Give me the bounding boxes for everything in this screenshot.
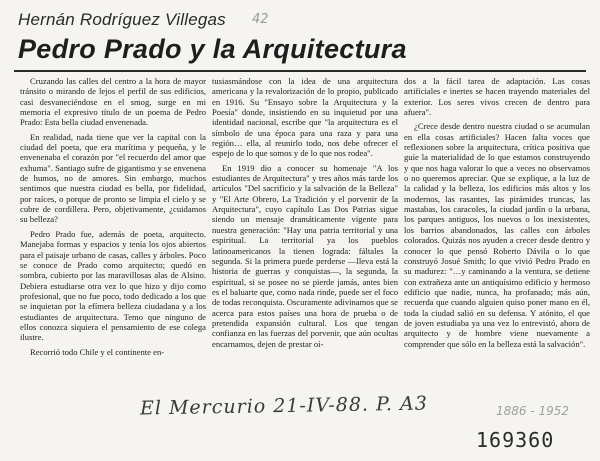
paragraph: Cruzando las calles del centro a la hora de mayor tránsito o mirando de lejos el perfil de sus edificios, casi desvaneciéndose en el smog, surge en mi memoria el expresivo título de un poema de Pedro Prado: Esta bella ciudad envenenada. <box>20 76 206 128</box>
article-column-3 <box>404 76 590 353</box>
paragraph: Pedro Prado fue, además de poeta, arquitecto. Manejaba formas y espacios y tenía los ojos abiertos para el paisaje urbano de casas, calles y árboles. Poco se conoce de Prado como arquitecto; quedó en sombra, cubierto por las maravillosas alas de Alsino. Debiera estudiarse otra vez lo que hizo y dijo como profesional, que no fue poco, todo dedicado a los que se inquietan por la efímera belleza ciudadana y a los estudiantes de arquitectura. Temo que ninguno de ellos conozca siquiera el pensamiento de ese colega ilustre. <box>20 228 206 343</box>
paragraph: dos a la fácil tarea de adaptación. Las cosas artificiales e inertes se hacen trayendo materiales del exterior. Los seres vivos crecen de dentro para afuera". <box>404 76 590 118</box>
paragraph: ¿Crece desde dentro nuestra ciudad o se acumulan en ella cosas artificiales? Hacen falta voces que reflexionen sobre la arquitectura, crítica positiva que guíe la materialidad de lo que estamos construyendo y que nos haga valorar lo que a veces no observamos o no queremos apreciar. Que se explique, a la luz de la calidad y la belleza, los edificios más altos y los modernos, las rasantes, las pirámides truncas, las mastabas, los caracoles, la ciudad jardín o la urbana, los parques antiguos, los nuevos o los inexistentes, los barrios abandonados, las calles con árboles colorados. Quizás nos ayuden a crecer desde dentro y conocer lo que pensó Roberto Dávila o lo que construyó Josué Smith; lo que vivió Pedro Prado en su madurez: "…y caminando a la ventura, se detiene con extrañeza ante un antiquísimo edificio y hermoso edificio que nadie, nunca, ha profanado; más aún, recuerda que cuando alguien quiso poner mano en él, toda la ciudad salió en su defensa. Y atónito, el que de joven estudiaba ya una vez lo entrevistó, ahora de arquitecto y de hombre viene nuevamente a comprender que sólo en la belleza está la salvación". <box>404 121 590 349</box>
article-column-1 <box>20 76 206 361</box>
pencil-annotation-number: 42 <box>252 12 269 27</box>
pencil-dates-note: 1886 - 1952 <box>496 404 570 418</box>
article-column-2 <box>212 76 398 353</box>
paragraph: Recorrió todo Chile y el continente en- <box>30 346 165 357</box>
article-title: Pedro Prado y la Arquitectura <box>18 34 407 64</box>
catalog-number: 169360 <box>476 428 555 452</box>
paragraph: En realidad, nada tiene que ver la capital con la ciudad del poeta, que era marítima y pequeña, y le envenenaba el corazón por "el recuerdo del amor que exhuma". Santiago sufre de gigantismo y se envenena de humos, no de amores. Sin embargo, muchos sentimos que nuestra ciudad es bella, por fidelidad, por raíces, o porque de pronto se limpia el cielo y se cubre de cordillera. Pero, objetivamente, ¿cuidamos su belleza? <box>20 131 206 225</box>
paragraph: tusiasmándose con la idea de una arquitectura americana y la revalorización de lo propio, publicado en 1916. Su "Ensayo sobre la Arquitectura y la Poesía" donde, insistiendo en su inquietud por una identidad nacional, escribe que "la arquitectura es el símbolo de una época para una raza y para una región… ella, al reunirlo todo, nos debe ofrecer el espejo de lo que somos y de lo que nos rodea". <box>212 76 398 159</box>
title-divider <box>14 70 586 72</box>
handwritten-source-note: El Mercurio 21-IV-88. P. A3 <box>139 392 429 420</box>
article-author: Hernán Rodríguez Villegas <box>18 10 226 29</box>
paragraph: En 1919 dio a conocer su homenaje "A los estudiantes de Arquitectura" y tres años más tarde los artículos "Del sacrificio y la salvación de la Belleza" y "El Arte Obrero, La Tradición y el porvenir de la Arquitectura", cuyo capítulo Las Dos Patrias sigue siendo un mensaje dramáticamente vigente para nuestra generación: "Hay una patria territorial y una espiritual. La territorial ya los pueblos latinoamericanos la tienen lograda: fáltales la segunda. Si la primera puede perderse —lleva está la historia de guerras y conquistas—, la segunda, la espiritual, si se posee no se pierde jamás, antes bien es el baluarte que, como nada rinde, puede ser el foco de todas reconquista. Oscuramente adivinamos que se acerca para estos países una hora de prueba o de pretendida expansión cultural. Los que tengan confianza en las fuerzas del porvenir, que aún ocultas encarnamos, dejen de prestar oí- <box>212 162 398 349</box>
